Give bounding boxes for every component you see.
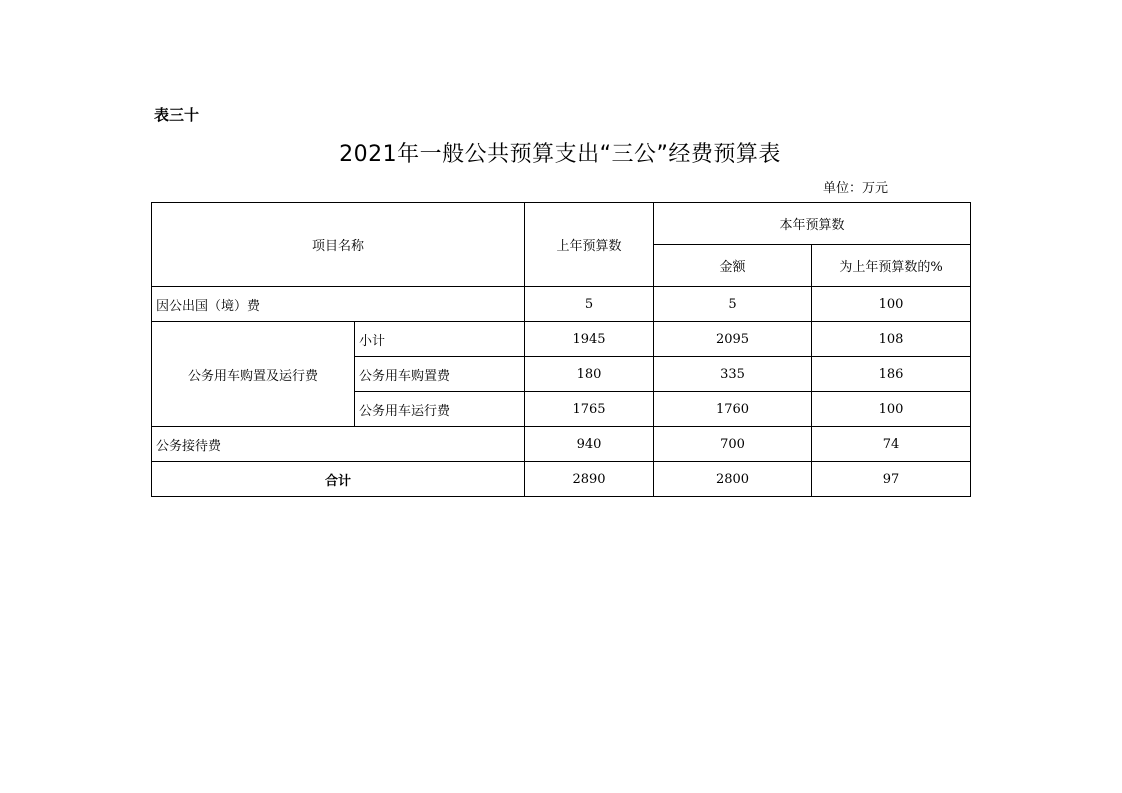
- row-label: 公务接待费: [152, 427, 525, 462]
- header-current-year-budget: 本年预算数: [654, 203, 971, 245]
- cell-percent: 74: [812, 427, 971, 462]
- page-title: 2021年一般公共预算支出“三公”经费预算表: [339, 142, 781, 167]
- cell-prev-budget: 940: [525, 427, 654, 462]
- cell-amount: 5: [654, 287, 812, 322]
- cell-amount: 2095: [654, 322, 812, 357]
- cell-prev-budget: 1765: [525, 392, 654, 427]
- row-label: 因公出国（境）费: [152, 287, 525, 322]
- budget-table: [151, 202, 971, 497]
- row-group-label: 公务用车购置及运行费: [152, 322, 355, 427]
- header-item-name: 项目名称: [152, 203, 525, 287]
- cell-percent: 100: [812, 392, 971, 427]
- cell-prev-budget: 5: [525, 287, 654, 322]
- cell-percent: 100: [812, 287, 971, 322]
- total-row: [152, 462, 971, 497]
- header-prev-year-budget: 上年预算数: [525, 203, 654, 287]
- cell-amount: 1760: [654, 392, 812, 427]
- total-label: 合计: [152, 462, 525, 497]
- cell-prev-budget: 1945: [525, 322, 654, 357]
- cell-percent: 97: [812, 462, 971, 497]
- cell-amount: 700: [654, 427, 812, 462]
- header-amount: 金额: [654, 245, 812, 287]
- table-row: [152, 427, 971, 462]
- row-sublabel: 公务用车购置费: [355, 357, 525, 392]
- header-percent-of-prev: 为上年预算数的%: [812, 245, 971, 287]
- header-row: [152, 203, 971, 245]
- table-number: 表三十: [154, 106, 200, 124]
- row-sublabel: 小计: [355, 322, 525, 357]
- cell-amount: 335: [654, 357, 812, 392]
- cell-amount: 2800: [654, 462, 812, 497]
- table-row: [152, 322, 971, 357]
- cell-percent: 108: [812, 322, 971, 357]
- cell-percent: 186: [812, 357, 971, 392]
- table-row: [152, 287, 971, 322]
- cell-prev-budget: 180: [525, 357, 654, 392]
- cell-prev-budget: 2890: [525, 462, 654, 497]
- unit-label: 单位：万元: [822, 181, 888, 196]
- row-sublabel: 公务用车运行费: [355, 392, 525, 427]
